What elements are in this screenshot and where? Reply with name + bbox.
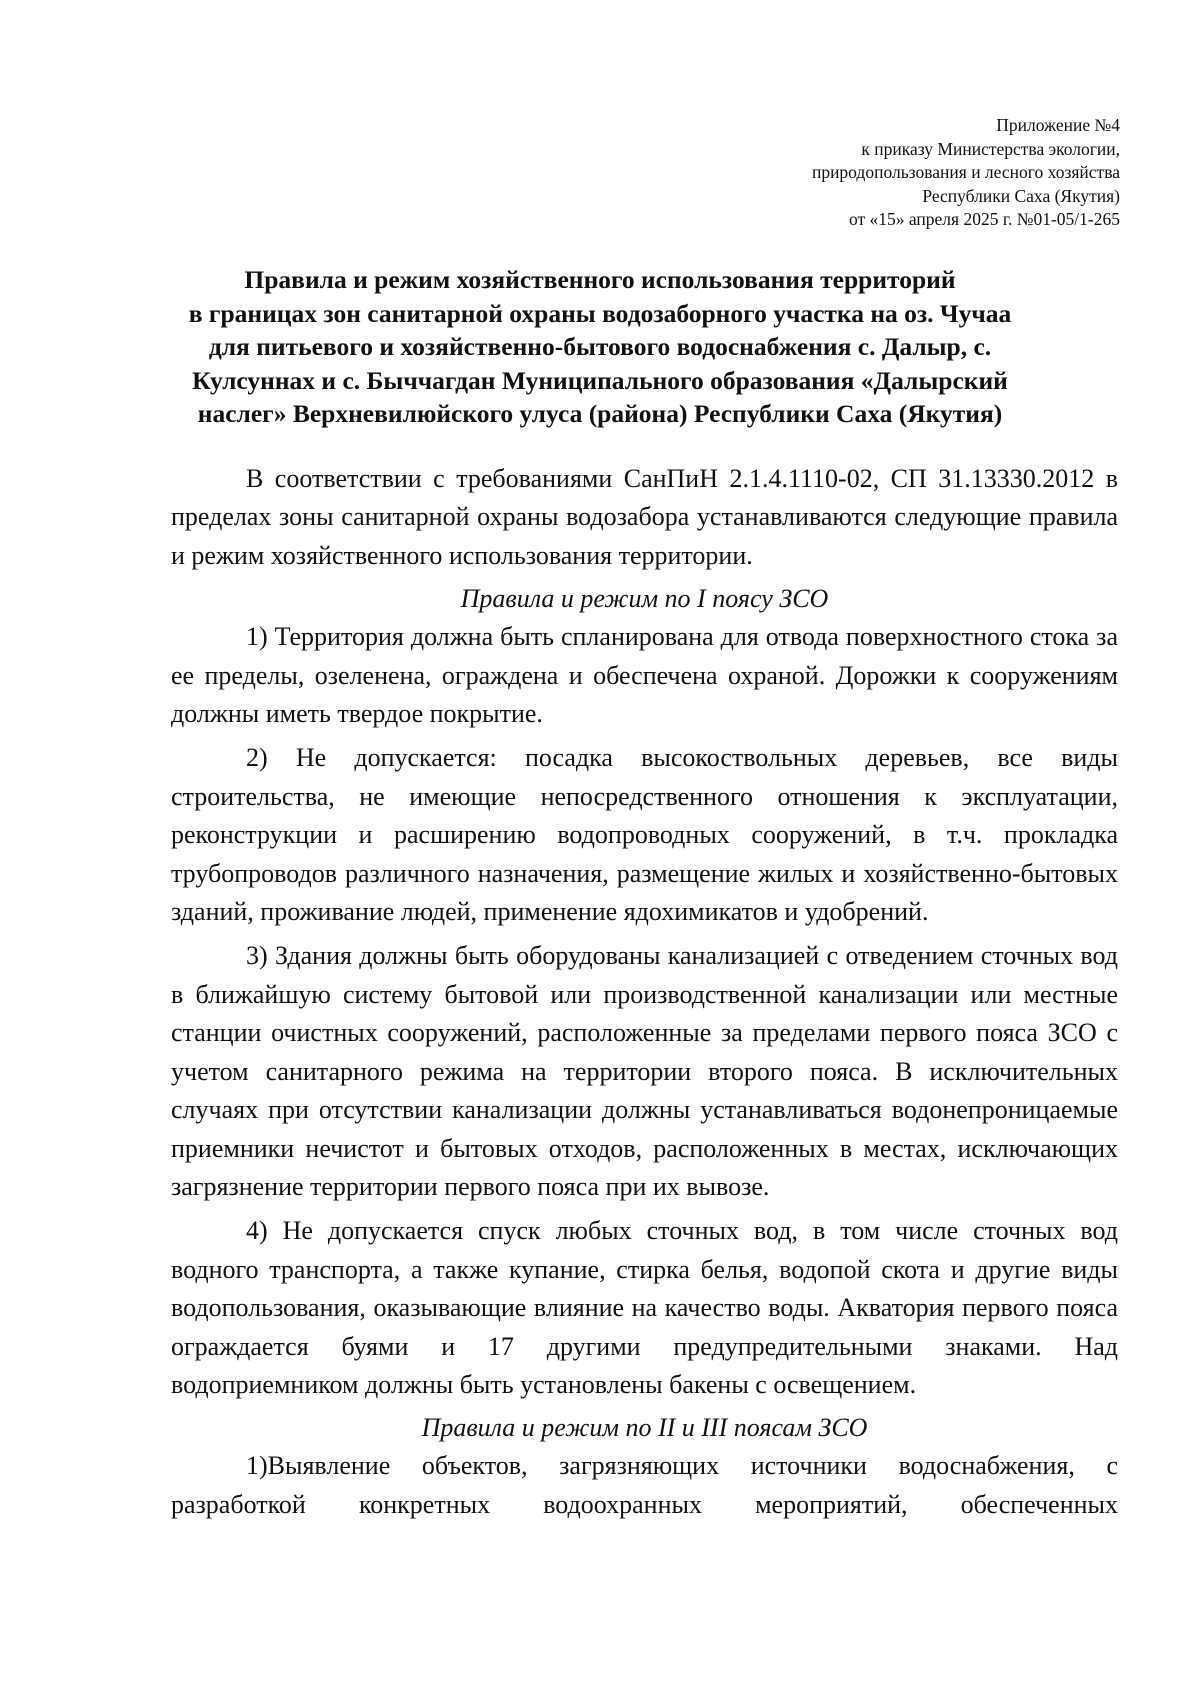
appendix-republic: Республики Саха (Якутия) [922,185,1120,206]
appendix-ministry: природопользования и лесного хозяйства [811,162,1120,182]
appendix-block [560,114,1120,232]
appendix-order-ref: к приказу Министерства экологии, [861,138,1120,159]
section1-heading: Правила и режим по I поясу ЗСО [460,584,829,614]
document-body [171,460,1118,1524]
title-line-4: Кулсуннах и с. Быччагдан Муниципального образования «Далырский [192,365,1008,395]
section1-item-3: 3) Здания должны быть оборудованы канализацией с отведением сточных вод в ближайшую систему бытовой или производственной канализации или местные станции очистных сооружений, расположенные за пределами первого пояса ЗСО с учетом санитарного режима на территории второго пояса. В исключительных случаях при отсутствии канализации должны устанавливаться водонепроницаемые приемники нечистот и бытовых отходов, расположенных в местах, исключающих загрязнение территории первого пояса при их вывозе. [171,941,1118,1201]
appendix-number: Приложение №4 [996,115,1120,135]
intro-paragraph: В соответствии с требованиями СанПиН 2.1.4.1110-02, СП 31.13330.2012 в пределах зоны санитарной охраны водозабора устанавливаются следующие правила и режим хозяйственного использования территории. [171,464,1118,570]
section2-heading: Правила и режим по II и III поясам ЗСО [421,1413,868,1443]
section1-item-1: 1) Территория должна быть спланирована для отвода поверхностного стока за ее пределы, озеленена, ограждена и обеспечена охраной. Дорожки к сооружениям должны иметь твердое покрытие. [171,622,1118,729]
title-line-2: в границах зон санитарной охраны водозаборного участка на оз. Чучаа [188,298,1012,328]
section2-item-1: 1)Выявление объектов, загрязняющих источники водоснабжения, с разработкой конкретных водоохранных мероприятий, обеспеченных [171,1451,1118,1519]
document-title [150,263,1050,431]
title-line-1: Правила и режим хозяйственного использования территорий [244,265,956,294]
section1-item-4: 4) Не допускается спуск любых сточных вод, в том числе сточных вод водного транспорта, а также купание, стирка белья, водопой скота и другие виды водопользования, оказывающие влияние на качество воды. Акватория первого пояса ограждается буями и 17 другими предупредительными знаками. Над водоприемником должны быть установлены бакены с освещением. [171,1216,1118,1399]
title-line-3: для питьевого и хозяйственно-бытового водоснабжения с. Далыр, с. [208,332,992,361]
appendix-date-number: от «15» апреля 2025 г. №01-05/1-265 [848,209,1120,229]
section1-item-2: 2) Не допускается: посадка высокоствольных деревьев, все виды строительства, не имеющие непосредственного отношения к эксплуатации, реконструкции и расширению водопроводных сооружений, в т.ч. прокладка трубопроводов различного назначения, размещение жилых и хозяйственно-бытовых зданий, проживание людей, применение ядохимикатов и удобрений. [171,743,1118,927]
title-line-5: наслег» Верхневилюйского улуса (района) Республики Саха (Якутия) [197,399,1003,428]
